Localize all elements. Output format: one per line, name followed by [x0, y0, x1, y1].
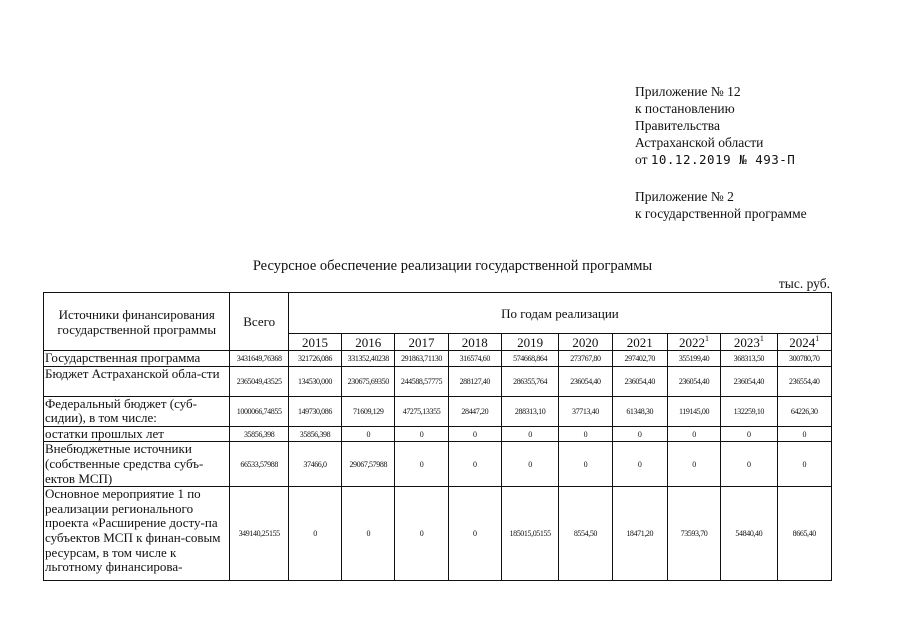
row-year-value: 368313,50 [721, 351, 777, 367]
row-total-value: 2365049,43525 [230, 366, 288, 396]
appendix-12-date-line [635, 151, 895, 168]
row-year-value: 0 [559, 442, 612, 487]
row-year-value: 355199,40 [667, 351, 720, 367]
row-year-value: 321726,086 [288, 351, 341, 367]
row-year-value: 37713,40 [559, 396, 612, 426]
year-label: 2023 [733, 334, 760, 350]
row-source-label: Бюджет Астраханской обла-сти [44, 366, 230, 396]
row-year-value: 288127,40 [448, 366, 501, 396]
row-year-value: 244588,57775 [395, 366, 448, 396]
row-year-value: 0 [777, 426, 832, 442]
row-year-value: 132259,10 [721, 396, 777, 426]
row-year-value: 0 [721, 442, 777, 487]
date-prefix: от [635, 152, 648, 167]
row-total-value: 3431649,76368 [230, 351, 288, 367]
appendix-12-line: Астраханской области [635, 135, 764, 150]
year-label: 2015 [301, 334, 328, 350]
row-year-value: 316574,60 [448, 351, 501, 367]
appendix-12-line: Приложение № 12 [635, 84, 741, 99]
row-source-label: Государственная программа [44, 351, 230, 367]
row-year-value: 236054,40 [559, 366, 612, 396]
row-year-value: 236054,40 [667, 366, 720, 396]
year-footnote-mark: 1 [759, 333, 764, 343]
row-year-value: 185015,05155 [501, 487, 558, 581]
year-footnote-mark: 1 [815, 333, 820, 343]
row-year-value: 71609,129 [342, 396, 395, 426]
row-year-value: 286355,764 [501, 366, 558, 396]
appendix-12-line: к постановлению [635, 101, 735, 116]
header-year [667, 334, 720, 351]
row-year-value: 331352,40238 [342, 351, 395, 367]
row-year-value: 0 [448, 426, 501, 442]
row-year-value: 28447,20 [448, 396, 501, 426]
row-year-value: 300780,70 [777, 351, 832, 367]
appendix-2-line: Приложение № 2 [635, 189, 734, 204]
row-year-value: 0 [448, 442, 501, 487]
row-year-value: 0 [342, 426, 395, 442]
row-year-value: 149730,086 [288, 396, 341, 426]
header-total: Всего [230, 293, 288, 351]
header-years-group: По годам реализации [288, 293, 831, 334]
table-row [44, 487, 832, 581]
year-label: 2016 [355, 334, 382, 350]
header-year [501, 334, 558, 351]
header-year [777, 334, 832, 351]
row-year-value: 0 [612, 442, 667, 487]
header-year [612, 334, 667, 351]
funding-table [43, 292, 832, 581]
row-year-value: 0 [777, 442, 832, 487]
row-year-value: 37466,0 [288, 442, 341, 487]
row-source-label: Основное мероприятие 1 по реализации регионального проекта «Расширение досту-па субъектов МСП к финан-совым ресурсам, в том числе к льготному финансирова- [44, 487, 230, 581]
row-source-label: Федеральный бюджет (суб-сидии), в том числе: [44, 396, 230, 426]
row-year-value: 273767,80 [559, 351, 612, 367]
appendix-2-line: к государственной программе [635, 206, 807, 221]
row-year-value: 574668,864 [501, 351, 558, 367]
row-source-label: Внебюджетные источники (собственные средства субъ-ектов МСП) [44, 442, 230, 487]
row-year-value: 236054,40 [721, 366, 777, 396]
header-year [721, 334, 777, 351]
row-total-value: 349140,25155 [230, 487, 288, 581]
row-year-value: 8665,40 [777, 487, 832, 581]
row-year-value: 236054,40 [612, 366, 667, 396]
row-year-value: 236554,40 [777, 366, 832, 396]
header-sources: Источники финансирования государственной программы [44, 293, 230, 351]
row-year-value: 134530,000 [288, 366, 341, 396]
row-year-value: 61348,30 [612, 396, 667, 426]
row-year-value: 0 [395, 426, 448, 442]
row-year-value: 0 [395, 487, 448, 581]
appendix-12-block [635, 83, 895, 168]
row-year-value: 29067,57988 [342, 442, 395, 487]
row-year-value: 64226,30 [777, 396, 832, 426]
header-year [559, 334, 612, 351]
year-label: 2018 [461, 334, 488, 350]
table-row [44, 351, 832, 367]
row-year-value: 47275,13355 [395, 396, 448, 426]
table-row [44, 366, 832, 396]
year-label: 2024 [789, 334, 816, 350]
year-label: 2017 [408, 334, 435, 350]
row-year-value: 288313,10 [501, 396, 558, 426]
row-year-value: 0 [448, 487, 501, 581]
row-year-value: 0 [612, 426, 667, 442]
row-year-value: 0 [667, 442, 720, 487]
table-row [44, 396, 832, 426]
year-label: 2019 [517, 334, 544, 350]
row-year-value: 0 [395, 442, 448, 487]
row-year-value: 35856,398 [288, 426, 341, 442]
row-total-value: 35856,398 [230, 426, 288, 442]
row-year-value: 73593,70 [667, 487, 720, 581]
document-title: Ресурсное обеспечение реализации государственной программы [252, 258, 653, 274]
year-label: 2022 [679, 334, 706, 350]
row-total-value: 66533,57988 [230, 442, 288, 487]
row-year-value: 291863,71130 [395, 351, 448, 367]
row-year-value: 18471,20 [612, 487, 667, 581]
row-year-value: 297402,70 [612, 351, 667, 367]
row-total-value: 1000066,74855 [230, 396, 288, 426]
units-label: тыс. руб. [778, 276, 830, 291]
row-year-value: 0 [288, 487, 341, 581]
appendix-12-line: Правительства [635, 118, 720, 133]
row-year-value: 0 [501, 426, 558, 442]
appendix-2-block [635, 188, 895, 222]
header-year [288, 334, 341, 351]
row-year-value: 54840,40 [721, 487, 777, 581]
row-year-value: 0 [501, 442, 558, 487]
table-row [44, 442, 832, 487]
year-label: 2021 [626, 334, 653, 350]
table-row [44, 426, 832, 442]
row-source-label: остатки прошлых лет [44, 426, 230, 442]
header-year [342, 334, 395, 351]
row-year-value: 0 [667, 426, 720, 442]
row-year-value: 230675,69350 [342, 366, 395, 396]
row-year-value: 0 [342, 487, 395, 581]
year-label: 2020 [572, 334, 599, 350]
row-year-value: 8554,50 [559, 487, 612, 581]
row-year-value: 0 [559, 426, 612, 442]
header-year [395, 334, 448, 351]
decree-date-number: 10.12.2019 № 493-П [650, 152, 796, 167]
header-year [448, 334, 501, 351]
year-footnote-mark: 1 [705, 333, 710, 343]
row-year-value: 119145,00 [667, 396, 720, 426]
row-year-value: 0 [721, 426, 777, 442]
